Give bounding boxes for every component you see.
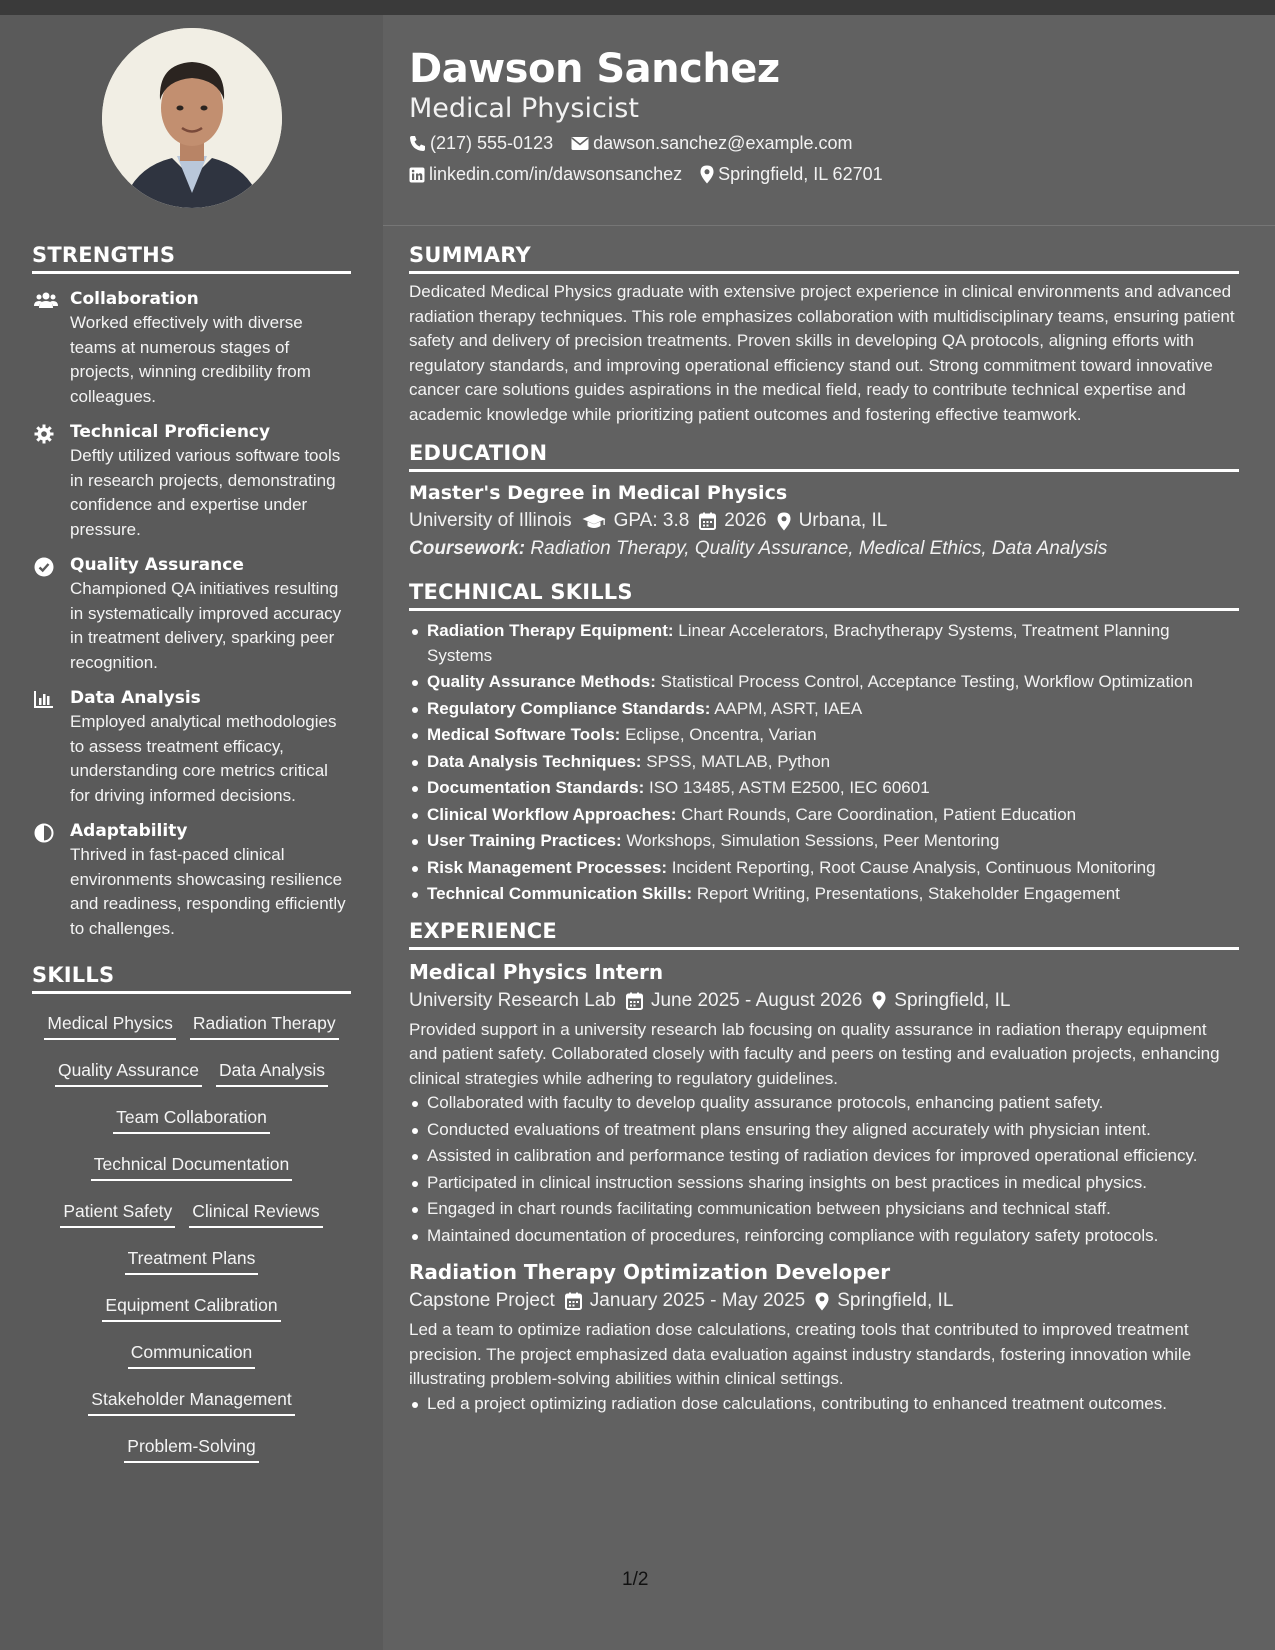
skill-values: Workshops, Simulation Sessions, Peer Mentoring	[626, 831, 1000, 850]
linkedin-icon	[409, 167, 425, 183]
skill-values: Chart Rounds, Care Coordination, Patient Education	[681, 804, 1077, 824]
skill-category: Medical Software Tools:	[427, 725, 621, 744]
skill-category: Regulatory Compliance Standards:	[427, 698, 711, 718]
half-circle-icon	[32, 820, 70, 941]
education-meta	[409, 510, 1239, 532]
skill-tag: Clinical Reviews	[189, 1198, 322, 1228]
job-dates: June 2025 - August 2026	[650, 989, 863, 1011]
list-item	[409, 882, 1239, 907]
candidate-title: Medical Physicist	[409, 93, 639, 124]
strength-title: Quality Assurance	[70, 555, 244, 575]
list-item	[409, 803, 1239, 828]
strength-title: Data Analysis	[70, 688, 201, 708]
coursework-label: Coursework:	[409, 538, 526, 559]
skill-category: User Training Practices:	[427, 831, 622, 850]
top-bar	[0, 0, 1275, 15]
skill-tag: Communication	[128, 1339, 256, 1369]
skill-tag: Patient Safety	[60, 1198, 175, 1228]
strength-title: Technical Proficiency	[70, 422, 271, 442]
strength-item	[32, 421, 351, 542]
map-pin-icon	[700, 165, 714, 184]
list-item	[409, 856, 1239, 881]
list-item: Maintained documentation of procedures, reinforcing compliance with regulatory safety protocols.	[409, 1224, 1239, 1249]
skill-category: Radiation Therapy Equipment:	[427, 621, 674, 640]
calendar-icon	[626, 992, 643, 1010]
strength-item	[32, 687, 351, 808]
contact-row-1	[409, 133, 871, 154]
skill-values: AAPM, ASRT, IAEA	[714, 698, 863, 718]
skill-category: Documentation Standards:	[427, 778, 645, 797]
calendar-icon	[699, 512, 716, 530]
skill-values: ISO 13485, ASTM E2500, IEC 60601	[648, 778, 930, 797]
skills-heading: SKILLS	[32, 963, 351, 994]
skill-category: Data Analysis Techniques:	[427, 751, 642, 771]
email-icon	[571, 136, 589, 151]
skill-tag: Problem-Solving	[124, 1433, 258, 1463]
skill-tag: Radiation Therapy	[190, 1010, 339, 1040]
strength-item	[32, 554, 351, 675]
profile-photo	[102, 28, 282, 208]
bar-chart-icon	[32, 687, 70, 808]
strength-desc: Championed QA initiatives resulting in systematically improved accuracy in treatment delivery, sparking peer recognition.	[70, 579, 342, 672]
strength-desc: Worked effectively with diverse teams at numerous stages of projects, winning credibility from colleagues.	[70, 313, 311, 406]
candidate-name: Dawson Sanchez	[409, 46, 780, 92]
linkedin-contact[interactable]	[409, 164, 682, 185]
list-item: Led a project optimizing radiation dose calculations, contributing to enhanced treatment outcomes.	[409, 1392, 1239, 1417]
email-text[interactable]: dawson.sanchez@example.com	[593, 133, 853, 153]
job-bullets	[409, 1091, 1239, 1248]
skill-tag: Technical Documentation	[91, 1151, 293, 1181]
linkedin-text[interactable]: linkedin.com/in/dawsonsanchez	[429, 164, 683, 184]
list-item: Engaged in chart rounds facilitating communication between physicians and technical staff.	[409, 1197, 1239, 1222]
strength-desc: Employed analytical methodologies to assess treatment efficacy, understanding core metrics critical for driving informed decisions.	[70, 712, 337, 805]
strength-title: Adaptability	[70, 821, 188, 841]
gear-icon	[32, 421, 70, 542]
contact-row-2	[409, 164, 901, 185]
main-content	[383, 15, 1275, 1650]
coursework-list: Radiation Therapy, Quality Assurance, Medical Ethics, Data Analysis	[530, 538, 1108, 559]
graduation-year: 2026	[724, 510, 767, 531]
list-item	[409, 670, 1239, 695]
strength-desc: Deftly utilized various software tools in research projects, demonstrating confidence and expertise under pressure.	[70, 446, 341, 539]
job-meta	[409, 990, 1239, 1012]
skills-list	[32, 1004, 351, 1474]
list-item	[409, 619, 1239, 668]
job-bullets	[409, 1392, 1239, 1417]
skill-category: Quality Assurance Methods:	[427, 672, 656, 691]
skill-tag: Equipment Calibration	[102, 1292, 280, 1322]
technical-skills-heading: TECHNICAL SKILLS	[409, 580, 1239, 611]
list-item: Assisted in calibration and performance testing of radiation devices for improved operational efficiency.	[409, 1144, 1239, 1169]
gpa-text: GPA: 3.8	[613, 510, 690, 531]
skill-values: Linear Accelerators, Brachytherapy Systems, Treatment Planning Systems	[427, 621, 1170, 665]
list-item: Collaborated with faculty to develop quality assurance protocols, enhancing patient safety.	[409, 1091, 1239, 1116]
location-text: Springfield, IL 62701	[718, 164, 883, 184]
technical-skills-list	[409, 619, 1239, 907]
education-heading: EDUCATION	[409, 441, 1239, 472]
experience-heading: EXPERIENCE	[409, 919, 1239, 950]
check-circle-icon	[32, 554, 70, 675]
map-pin-icon	[872, 991, 886, 1010]
phone-text: (217) 555-0123	[430, 133, 554, 153]
list-item: Participated in clinical instruction sessions sharing insights on best practices in medical physics.	[409, 1171, 1239, 1196]
location-contact	[700, 164, 882, 185]
summary-text: Dedicated Medical Physics graduate with extensive project experience in clinical environments and advanced radiation therapy techniques. This role emphasizes collaboration with multidisciplinary teams, ensuring patient safety and delivery of precision treatments. Proven skills in developing QA protocols, aligning efforts with regulatory standards, and improving operational efficiency stand out. Strong commitment toward innovative cancer care solutions guides aspirations in the medical field, ready to contribute technical expertise and academic knowledge while prioritizing patient outcomes and fostering effective teamwork.	[409, 282, 1235, 424]
skill-category: Clinical Workflow Approaches:	[427, 804, 677, 824]
strength-item	[32, 288, 351, 409]
list-item	[409, 829, 1239, 854]
coursework	[409, 538, 1239, 560]
skill-values: SPSS, MATLAB, Python	[646, 751, 831, 771]
strength-title: Collaboration	[70, 289, 199, 309]
skill-values: Incident Reporting, Root Cause Analysis, Continuous Monitoring	[671, 857, 1156, 877]
job-org: Capstone Project	[409, 1290, 555, 1311]
graduation-cap-icon	[582, 513, 606, 530]
job-description: Provided support in a university research lab focusing on quality assurance in radiation therapy equipment and patient safety. Collaborated closely with faculty and peers on testing and evaluation projects, enhancing clinical strategies while adhering to regulatory guidelines.	[409, 1019, 1220, 1088]
skill-tag: Quality Assurance	[55, 1057, 202, 1087]
strength-item	[32, 820, 351, 941]
page-number: 1/2	[622, 1569, 649, 1590]
job-meta	[409, 1290, 1239, 1312]
email-contact[interactable]	[571, 133, 852, 154]
school-name: University of Illinois	[409, 510, 572, 531]
list-item	[409, 750, 1239, 775]
skill-tag: Data Analysis	[216, 1057, 328, 1087]
job-location: Springfield, IL	[837, 1290, 954, 1311]
strengths-heading: STRENGTHS	[32, 243, 351, 274]
skill-values: Statistical Process Control, Acceptance Testing, Workflow Optimization	[660, 672, 1193, 691]
users-icon	[32, 288, 70, 409]
calendar-icon	[565, 1292, 582, 1310]
skill-category: Risk Management Processes:	[427, 857, 667, 877]
skill-tag: Medical Physics	[44, 1010, 175, 1040]
job-title: Radiation Therapy Optimization Developer	[409, 1260, 891, 1284]
job-dates: January 2025 - May 2025	[589, 1290, 806, 1311]
sidebar	[0, 15, 383, 1650]
skill-values: Report Writing, Presentations, Stakeholder Engagement	[696, 884, 1120, 903]
job-location: Springfield, IL	[894, 989, 1011, 1011]
skill-tag: Stakeholder Management	[88, 1386, 294, 1416]
map-pin-icon	[777, 512, 791, 531]
list-item	[409, 697, 1239, 722]
degree-title: Master's Degree in Medical Physics	[409, 482, 788, 504]
job-org: University Research Lab	[409, 989, 616, 1011]
skill-values: Eclipse, Oncentra, Varian	[625, 725, 817, 744]
skill-tag: Treatment Plans	[125, 1245, 259, 1275]
skill-tag: Team Collaboration	[113, 1104, 270, 1134]
skill-category: Technical Communication Skills:	[427, 884, 693, 903]
summary-heading: SUMMARY	[409, 243, 1239, 274]
phone-contact	[409, 133, 553, 154]
job-title: Medical Physics Intern	[409, 959, 664, 984]
map-pin-icon	[815, 1292, 829, 1311]
header-divider	[383, 225, 1275, 226]
list-item	[409, 776, 1239, 801]
strength-desc: Thrived in fast-paced clinical environments showcasing resilience and readiness, responding efficiently to challenges.	[70, 845, 346, 938]
school-location: Urbana, IL	[798, 510, 888, 531]
phone-icon	[409, 135, 426, 152]
list-item	[409, 723, 1239, 748]
job-description: Led a team to optimize radiation dose calculations, creating tools that contributed to improved treatment precision. The project emphasized data evaluation against industry standards, fostering innovation while illustrating problem-solving abilities within clinical settings.	[409, 1320, 1192, 1388]
list-item: Conducted evaluations of treatment plans ensuring they aligned accurately with physician intent.	[409, 1118, 1239, 1143]
